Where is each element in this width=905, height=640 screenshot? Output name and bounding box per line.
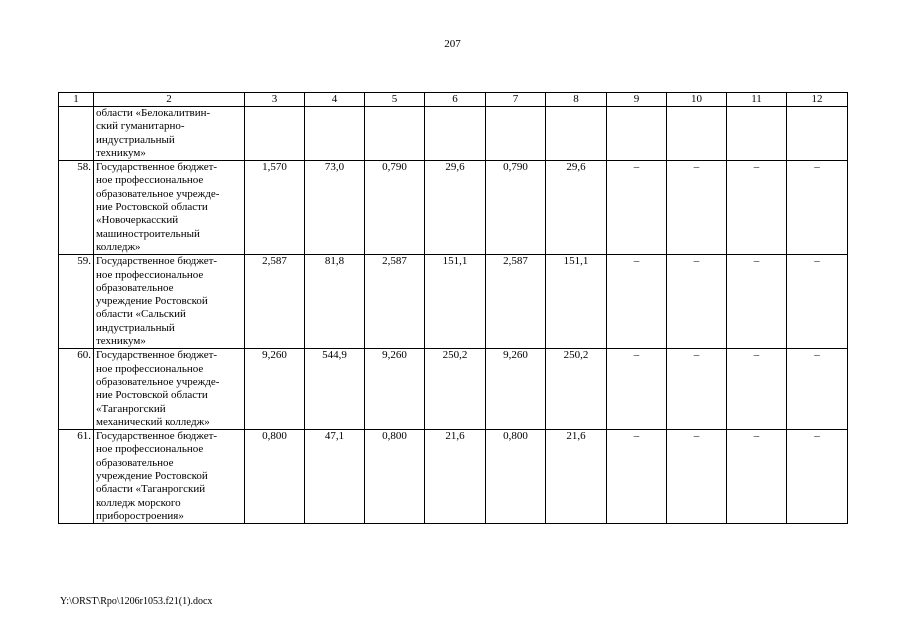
name-line: приборостроения»	[96, 509, 184, 522]
value-cell-col-3: 9,260	[245, 349, 305, 430]
name-line: Государственное бюджет-	[96, 161, 218, 174]
value-cell-col-12: –	[787, 255, 848, 349]
data-table	[58, 92, 848, 524]
value-cell-col-12: –	[787, 349, 848, 430]
page-number: 207	[444, 38, 461, 50]
row-number: 58.	[59, 161, 94, 255]
name-line: «Новочеркасский	[96, 214, 179, 227]
value-cell-col-9: –	[607, 430, 667, 524]
value-cell-col-12: –	[787, 161, 848, 255]
value-cell-col-6: 29,6	[425, 161, 486, 255]
header-cell-1: 1	[59, 93, 94, 107]
value-cell-col-8: 29,6	[546, 161, 607, 255]
name-line: области «Сальский	[96, 308, 186, 321]
value-cell-col-9	[607, 107, 667, 161]
name-line: механический колледж»	[96, 415, 210, 428]
name-line: «Таганрогский	[96, 402, 166, 415]
footer-file-path: Y:\ORST\Rpo\1206r1053.f21(1).docx	[60, 596, 213, 607]
name-line: образовательное учрежде-	[96, 187, 220, 200]
value-cell-col-4: 73,0	[305, 161, 365, 255]
name-line: ное профессиональное	[96, 174, 204, 187]
value-cell-col-12	[787, 107, 848, 161]
name-line: колледж морского	[96, 496, 181, 509]
value-cell-col-10: –	[667, 255, 727, 349]
table-row	[59, 430, 848, 524]
value-cell-col-8	[546, 107, 607, 161]
row-number	[59, 107, 94, 161]
name-line: Государственное бюджет-	[96, 349, 218, 362]
value-cell-col-10: –	[667, 430, 727, 524]
header-cell-6: 6	[425, 93, 486, 107]
name-line: индустриальный	[96, 133, 175, 146]
value-cell-col-5	[365, 107, 425, 161]
header-cell-12: 12	[787, 93, 848, 107]
value-cell-col-7: 9,260	[486, 349, 546, 430]
institution-name	[94, 107, 245, 161]
header-cell-8: 8	[546, 93, 607, 107]
value-cell-col-5: 9,260	[365, 349, 425, 430]
value-cell-col-5: 0,800	[365, 430, 425, 524]
name-line: ние Ростовской области	[96, 201, 208, 214]
institution-name	[94, 430, 245, 524]
value-cell-col-11: –	[727, 161, 787, 255]
institution-name	[94, 349, 245, 430]
value-cell-col-7: 2,587	[486, 255, 546, 349]
table-row	[59, 255, 848, 349]
value-cell-col-11	[727, 107, 787, 161]
value-cell-col-6	[425, 107, 486, 161]
name-line: машиностроительный	[96, 227, 200, 240]
value-cell-col-8: 151,1	[546, 255, 607, 349]
value-cell-col-7: 0,800	[486, 430, 546, 524]
value-cell-col-11: –	[727, 255, 787, 349]
table-row	[59, 161, 848, 255]
header-cell-2: 2	[94, 93, 245, 107]
header-cell-10: 10	[667, 93, 727, 107]
value-cell-col-4: 81,8	[305, 255, 365, 349]
value-cell-col-3: 1,570	[245, 161, 305, 255]
name-line: образовательное	[96, 281, 174, 294]
row-number: 61.	[59, 430, 94, 524]
name-line: ное профессиональное	[96, 268, 204, 281]
table-row	[59, 349, 848, 430]
name-line: области «Белокалитвин-	[96, 107, 211, 119]
name-line: области «Таганрогский	[96, 483, 206, 496]
value-cell-col-11: –	[727, 349, 787, 430]
name-line: Государственное бюджет-	[96, 255, 218, 268]
name-line: ное профессиональное	[96, 443, 204, 456]
value-cell-col-3: 2,587	[245, 255, 305, 349]
value-cell-col-6: 21,6	[425, 430, 486, 524]
header-cell-4: 4	[305, 93, 365, 107]
header-cell-7: 7	[486, 93, 546, 107]
header-cell-3: 3	[245, 93, 305, 107]
table-body	[59, 107, 848, 524]
value-cell-col-7	[486, 107, 546, 161]
institution-name	[94, 161, 245, 255]
name-line: образовательное	[96, 456, 174, 469]
header-cell-5: 5	[365, 93, 425, 107]
value-cell-col-7: 0,790	[486, 161, 546, 255]
name-line: учреждение Ростовской	[96, 295, 208, 308]
institution-name	[94, 255, 245, 349]
table-row	[59, 107, 848, 161]
value-cell-col-9: –	[607, 349, 667, 430]
header-cell-11: 11	[727, 93, 787, 107]
value-cell-col-11: –	[727, 430, 787, 524]
value-cell-col-10	[667, 107, 727, 161]
name-line: техникум»	[96, 146, 146, 159]
name-line: индустриальный	[96, 321, 175, 334]
value-cell-col-6: 151,1	[425, 255, 486, 349]
row-number: 60.	[59, 349, 94, 430]
value-cell-col-9: –	[607, 255, 667, 349]
header-row	[59, 93, 848, 107]
name-line: ский гуманитарно-	[96, 120, 185, 133]
value-cell-col-8: 250,2	[546, 349, 607, 430]
value-cell-col-3	[245, 107, 305, 161]
value-cell-col-12: –	[787, 430, 848, 524]
name-line: техникум»	[96, 335, 146, 348]
value-cell-col-4	[305, 107, 365, 161]
value-cell-col-6: 250,2	[425, 349, 486, 430]
value-cell-col-5: 2,587	[365, 255, 425, 349]
name-line: ное профессиональное	[96, 362, 204, 375]
name-line: ние Ростовской области	[96, 389, 208, 402]
value-cell-col-4: 544,9	[305, 349, 365, 430]
value-cell-col-10: –	[667, 161, 727, 255]
name-line: колледж»	[96, 240, 141, 253]
name-line: учреждение Ростовской	[96, 470, 208, 483]
header-cell-9: 9	[607, 93, 667, 107]
value-cell-col-9: –	[607, 161, 667, 255]
name-line: образовательное учрежде-	[96, 375, 220, 388]
value-cell-col-8: 21,6	[546, 430, 607, 524]
value-cell-col-4: 47,1	[305, 430, 365, 524]
name-line: Государственное бюджет-	[96, 430, 218, 443]
row-number: 59.	[59, 255, 94, 349]
value-cell-col-3: 0,800	[245, 430, 305, 524]
value-cell-col-10: –	[667, 349, 727, 430]
value-cell-col-5: 0,790	[365, 161, 425, 255]
